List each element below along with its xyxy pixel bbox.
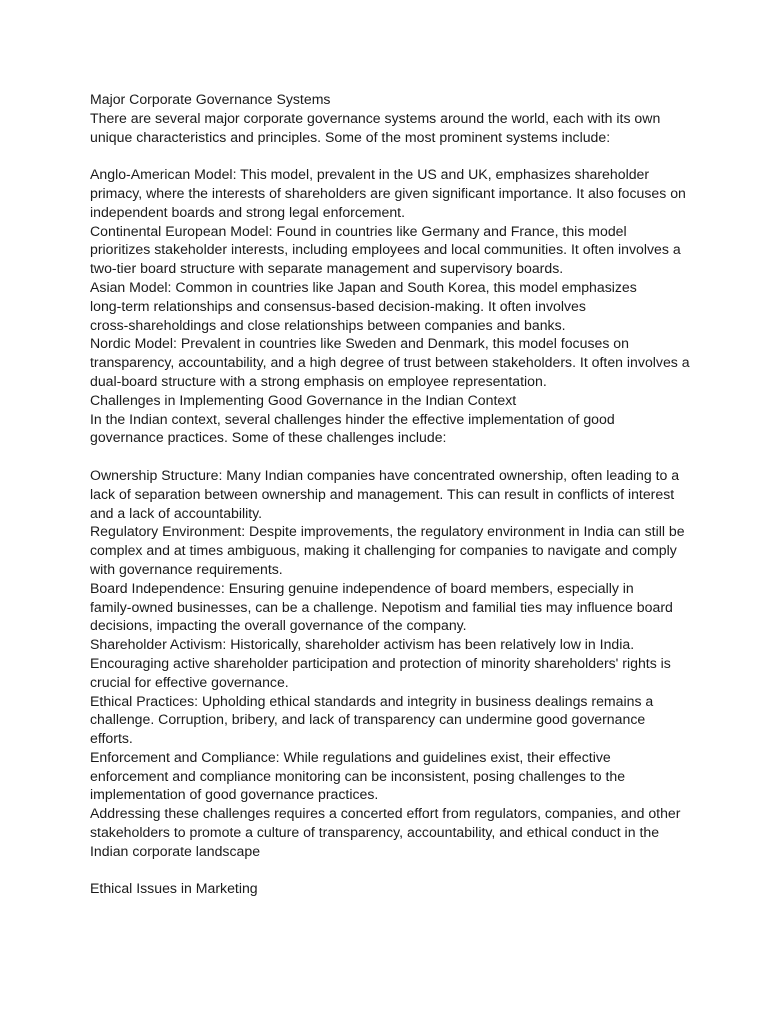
text-line: Ownership Structure: Many Indian companies have concentrated ownership, often leading to a [90, 466, 680, 483]
text-line: dual-board structure with a strong emphasis on employee representation. [90, 372, 547, 389]
document-body [90, 90, 690, 898]
text-line: family-owned businesses, can be a challenge. Nepotism and familial ties may influence board [90, 598, 673, 615]
paragraph-continental-european-model [90, 222, 690, 278]
text-line: governance practices. Some of these challenges include: [90, 429, 447, 446]
paragraph-nordic-model [90, 334, 690, 390]
text-line: prioritizes stakeholder interests, including employees and local communities. It often involves a [90, 241, 681, 258]
text-line: primacy, where the interests of shareholders are given significant importance. It also focuses on [90, 184, 686, 201]
paragraph-ethical-practices [90, 692, 690, 748]
text-line: cross-shareholdings and close relationships between companies and banks. [90, 316, 566, 333]
text-line: unique characteristics and principles. Some of the most prominent systems include: [90, 128, 611, 145]
paragraph-regulatory-environment [90, 522, 690, 578]
section-heading-governance-systems: Major Corporate Governance Systems [90, 91, 331, 107]
paragraph-board-independence [90, 579, 690, 635]
text-line: Shareholder Activism: Historically, shareholder activism has been relatively low in India. [90, 636, 635, 653]
text-line: There are several major corporate governance systems around the world, each with its own [90, 109, 661, 126]
paragraph-conclusion [90, 804, 690, 860]
text-line: enforcement and compliance monitoring can be inconsistent, posing challenges to the [90, 767, 626, 784]
text-line: Board Independence: Ensuring genuine independence of board members, especially in [90, 579, 634, 596]
text-line: with governance requirements. [90, 560, 283, 577]
paragraph-enforcement-compliance [90, 748, 690, 804]
intro-paragraph-systems [90, 109, 690, 147]
paragraph-shareholder-activism [90, 635, 690, 691]
text-line: long-term relationships and consensus-based decision-making. It often involves [90, 297, 586, 314]
text-line: challenge. Corruption, bribery, and lack of transparency can undermine good governance [90, 711, 646, 728]
blank-line [90, 861, 690, 880]
section-heading-ethical-marketing: Ethical Issues in Marketing [90, 880, 258, 897]
text-line: Anglo-American Model: This model, prevalent in the US and UK, emphasizes shareholder [90, 166, 650, 183]
text-line: Addressing these challenges requires a concerted effort from regulators, companies, and other [90, 805, 681, 822]
paragraph-anglo-american-model [90, 165, 690, 221]
paragraph-ownership-structure [90, 466, 690, 522]
section-heading-indian-challenges: Challenges in Implementing Good Governance in the Indian Context [90, 391, 517, 408]
text-line: In the Indian context, several challenges hinder the effective implementation of good [90, 410, 615, 427]
text-line: Asian Model: Common in countries like Japan and South Korea, this model emphasizes [90, 278, 637, 295]
blank-line [90, 447, 690, 466]
text-line: Indian corporate landscape [90, 842, 261, 859]
blank-line [90, 146, 690, 165]
text-line: Continental European Model: Found in countries like Germany and France, this model [90, 222, 627, 239]
text-line: implementation of good governance practices. [90, 786, 379, 803]
text-line: crucial for effective governance. [90, 673, 289, 690]
text-line: transparency, accountability, and a high degree of trust between stakeholders. It often involves a [90, 354, 690, 371]
text-line: lack of separation between ownership and management. This can result in conflicts of interest [90, 485, 675, 502]
text-line: efforts. [90, 730, 133, 747]
text-line: decisions, impacting the overall governance of the company. [90, 617, 467, 634]
text-line: Nordic Model: Prevalent in countries like Sweden and Denmark, this model focuses on [90, 335, 629, 352]
paragraph-asian-model [90, 278, 690, 334]
text-line: Encouraging active shareholder participation and protection of minority shareholders' rights is [90, 654, 671, 671]
text-line: stakeholders to promote a culture of transparency, accountability, and ethical conduct in the [90, 824, 660, 841]
text-line: independent boards and strong legal enforcement. [90, 203, 405, 220]
text-line: two-tier board structure with separate management and supervisory boards. [90, 260, 564, 277]
text-line: and a lack of accountability. [90, 504, 263, 521]
intro-paragraph-challenges [90, 410, 690, 448]
text-line: Enforcement and Compliance: While regulations and guidelines exist, their effective [90, 748, 611, 765]
text-line: Ethical Practices: Upholding ethical standards and integrity in business dealings remains a [90, 692, 654, 709]
text-line: complex and at times ambiguous, making it challenging for companies to navigate and comply [90, 542, 677, 559]
text-line: Regulatory Environment: Despite improvements, the regulatory environment in India can still be [90, 523, 685, 540]
